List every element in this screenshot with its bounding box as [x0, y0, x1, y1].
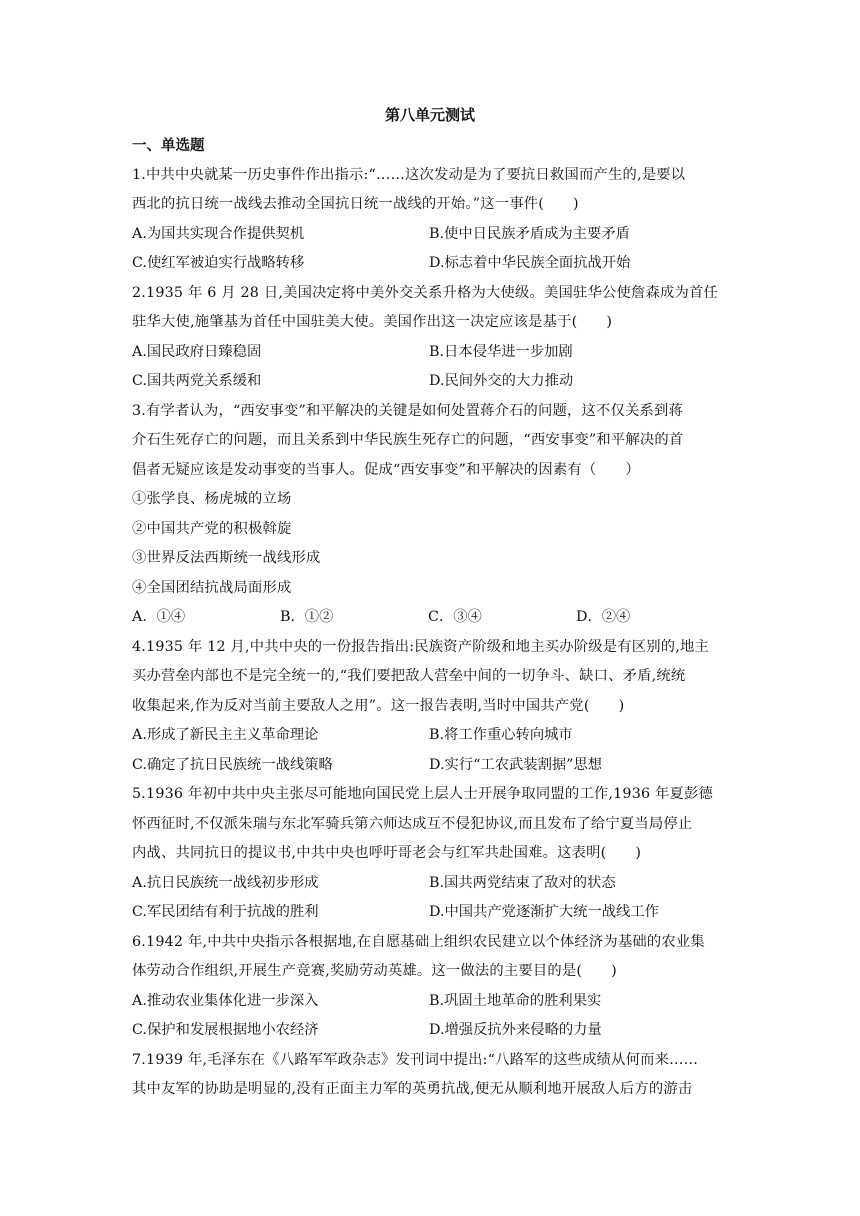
question-3-option-a: A．①④ [132, 609, 186, 625]
question-4-line: 买办营垒内部也不是完全统一的,“我们要把敌人营垒中间的一切争斗、缺口、矛盾,统统 [132, 668, 686, 684]
question-3-item: ④全国团结抗战局面形成 [132, 580, 292, 596]
question-3-item: ①张学良、杨虎城的立场 [132, 491, 292, 507]
question-6-line: 体劳动合作组织,开展生产竞赛,奖励劳动英雄。这一做法的主要目的是( ) [132, 963, 617, 979]
question-5-line: 怀西征时,不仅派朱瑞与东北军骑兵第六师达成互不侵犯协议,而且发布了给宁夏当局停止 [132, 816, 693, 832]
question-3-line: 倡者无疑应该是发动事变的当事人。促成“西安事变”和平解决的因素有（ ） [132, 462, 640, 478]
question-2-option-d: D.民间外交的大力推动 [429, 373, 574, 389]
question-4-option-d: D.实行“工农武装割据”思想 [429, 757, 603, 773]
question-4-option-c: C.确定了抗日民族统一战线策略 [132, 757, 333, 773]
question-1-option-a: A.为国共实现合作提供契机 [132, 226, 305, 242]
question-6-option-c: C.保护和发展根据地小农经济 [132, 1022, 319, 1038]
question-2-option-c: C.国共两党关系缓和 [132, 373, 262, 389]
question-5-line: 5.1936 年初中共中央主张尽可能地向国民党上层人士开展争取同盟的工作,1936 年夏彭德 [132, 786, 714, 802]
question-5-option-c: C.军民团结有利于抗战的胜利 [132, 904, 319, 920]
question-4-option-a: A.形成了新民主主义革命理论 [132, 727, 319, 743]
question-1-line: 1.中共中央就某一历史事件作出指示:“……这次发动是为了要抗日救国而产生的,是要以 [132, 167, 686, 183]
question-1-option-d: D.标志着中华民族全面抗战开始 [429, 255, 631, 271]
question-3-item: ③世界反法西斯统一战线形成 [132, 550, 321, 566]
question-6-option-b: B.巩固土地革命的胜利果实 [429, 993, 602, 1009]
question-3-option-c: C．③④ [428, 609, 482, 625]
question-3-line: 介石生死存亡的问题，而且关系到中华民族生死存亡的问题，“西安事变”和平解决的首 [132, 432, 684, 448]
section-heading: 一、单选题 [132, 138, 205, 154]
question-7-line: 其中友军的协助是明显的,没有正面主力军的英勇抗战,便无从顺利地开展敌人后方的游击 [132, 1081, 693, 1097]
question-1-option-b: B.使中日民族矛盾成为主要矛盾 [429, 226, 630, 242]
question-2-line: 驻华大使,施肇基为首任中国驻美大使。美国作出这一决定应该是基于( ) [132, 314, 613, 330]
question-6-option-d: D.增强反抗外来侵略的力量 [429, 1022, 602, 1038]
question-2-option-b: B.日本侵华进一步加剧 [429, 344, 573, 360]
question-5-option-d: D.中国共产党逐渐扩大统一战线工作 [429, 904, 659, 920]
question-3-line: 3.有学者认为，“西安事变”和平解决的关键是如何处置蒋介石的问题，这不仅关系到蒋 [132, 403, 683, 419]
question-4-line: 4.1935 年 12 月,中共中央的一份报告指出:民族资产阶级和地主买办阶级是有区别的,地主 [132, 639, 709, 655]
question-4-option-b: B.将工作重心转向城市 [429, 727, 573, 743]
question-2-option-a: A.国民政府日臻稳固 [132, 344, 262, 360]
question-3-item: ②中国共产党的积极斡旋 [132, 521, 292, 537]
question-5-option-a: A.抗日民族统一战线初步形成 [132, 875, 319, 891]
question-6-line: 6.1942 年,中共中央指示各根据地,在自愿基础上组织农民建立以个体经济为基础的农业集 [132, 934, 705, 950]
question-5-line: 内战、共同抗日的提议书,中共中央也呼吁哥老会与红军共赴国难。这表明( ) [132, 845, 642, 861]
question-2-line: 2.1935 年 6 月 28 日,美国决定将中美外交关系升格为大使级。美国驻华公使詹森成为首任 [132, 285, 718, 301]
page-title: 第八单元测试 [384, 106, 475, 124]
question-1-line: 西北的抗日统一战线去推动全国抗日统一战线的开始。”这一事件( ) [132, 196, 579, 212]
question-3-option-d: D．②④ [576, 609, 631, 625]
question-3-option-b: B．①② [280, 609, 334, 625]
question-5-option-b: B.国共两党结束了敌对的状态 [429, 875, 616, 891]
question-4-line: 收集起来,作为反对当前主要敌人之用”。这一报告表明,当时中国共产党( ) [132, 698, 625, 714]
question-6-option-a: A.推动农业集体化进一步深入 [132, 993, 319, 1009]
question-1-option-c: C.使红军被迫实行战略转移 [132, 255, 305, 271]
question-7-line: 7.1939 年,毛泽东在《八路军军政杂志》发刊词中提出:“八路军的这些成绩从何而来…… [132, 1052, 699, 1068]
